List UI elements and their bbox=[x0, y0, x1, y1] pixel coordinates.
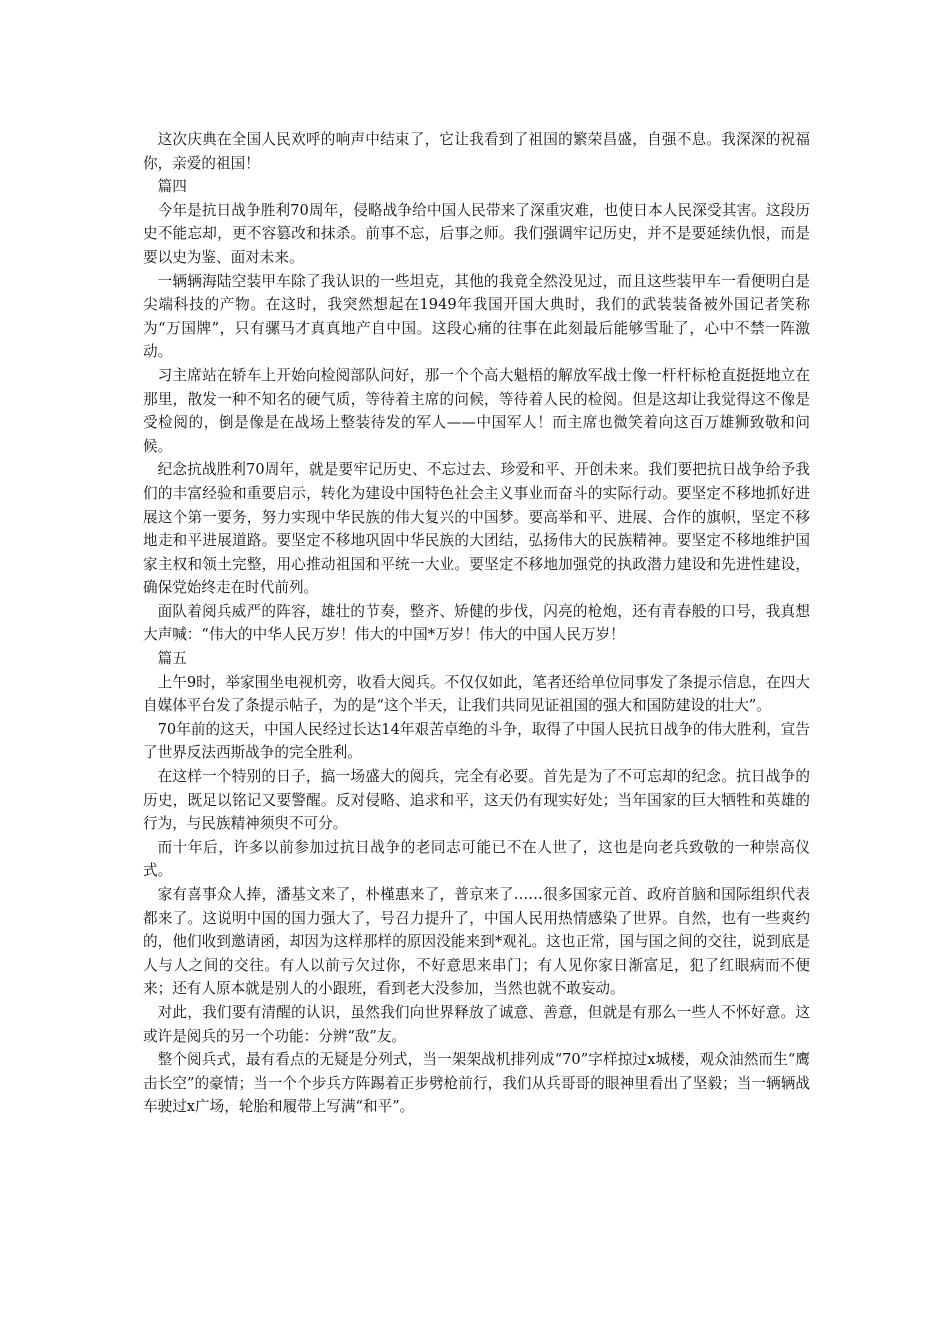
section-heading: 篇四 bbox=[157, 178, 187, 196]
paragraph: 而十年后，许多以前参加过抗日战争的老同志可能已不在人世了，这也是向老兵致敬的一种崇高仪式。 bbox=[143, 838, 810, 880]
paragraph: 纪念抗战胜利70周年，就是要牢记历史、不忘过去、珍爱和平、开创未来。我们要把抗日战争给予我们的丰富经验和重要启示，转化为建设中国特色社会主义事业而奋斗的实际行动。要坚定不移地抓好进展这个第一要务，努力实现中华民族的伟大复兴的中国梦。要高举和平、进展、合作的旗帜，坚定不移地走和平进展道路。要坚定不移地巩固中华民族的大团结，弘扬伟大的民族精神。要坚定不移地维护国家主权和领土完整，用心推动祖国和平统一大业。要坚定不移地加强党的执政潜力建设和先进性建设，确保党始终走在时代前列。 bbox=[143, 461, 810, 597]
paragraph: 这次庆典在全国人民欢呼的响声中结束了，它让我看到了祖国的繁荣昌盛，自强不息。我深深的祝福你，亲爱的祖国！ bbox=[143, 131, 810, 172]
paragraph: 今年是抗日战争胜利70周年，侵略战争给中国人民带来了深重灾难，也使日本人民深受其害。这段历史不能忘却，更不容篡改和抹杀。前事不忘，后事之师。我们强调牢记历史，并不是要延续仇恨，而是要以史为鉴、面对未来。 bbox=[143, 201, 810, 266]
paragraph: 家有喜事众人捧，潘基文来了，朴槿惠来了，普京来了……很多国家元首、政府首脑和国际组织代表都来了。这说明中国的国力强大了，号召力提升了，中国人民用热情感染了世界。自然，也有一些爽约的，他们收到邀请函，却因为这样那样的原因没能来到*观礼。这也正常，国与国之间的交往，说到底是人与人之间的交往。有人以前亏欠过你，不好意思来串门；有人见你家日渐富足，犯了红眼病而不便来；还有人原本就是别人的小跟班，看到老大没参加，当然也就不敢妄动。 bbox=[143, 886, 810, 998]
paragraph: 70年前的这天，中国人民经过长达14年艰苦卓绝的斗争，取得了中国人民抗日战争的伟大胜利，宣告了世界反法西斯战争的完全胜利。 bbox=[143, 720, 810, 762]
paragraph: 上午9时，举家围坐电视机旁，收看大阅兵。不仅仅如此，笔者还给单位同事发了条提示信息，在四大自媒体平台发了条提示帖子，为的是“这个半天，让我们共同见证祖国的强大和国防建设的壮大”。 bbox=[143, 673, 810, 715]
document-page bbox=[143, 128, 810, 1119]
section-heading: 篇五 bbox=[157, 650, 187, 668]
paragraph: 整个阅兵式，最有看点的无疑是分列式，当一架架战机排列成“70”字样掠过x城楼，观众油然而生“鹰击长空”的豪情；当一个个步兵方阵踢着正步劈枪前行，我们从兵哥哥的眼神里看出了坚毅；当一辆辆战车驶过x广场，轮胎和履带上写满“和平”。 bbox=[143, 1051, 810, 1116]
paragraph: 对此，我们要有清醒的认识，虽然我们向世界释放了诚意、善意，但就是有那么一些人不怀好意。这或许是阅兵的另一个功能：分辨“敌”友。 bbox=[143, 1003, 810, 1045]
paragraph: 一辆辆海陆空装甲车除了我认识的一些坦克，其他的我竟全然没见过，而且这些装甲车一看便明白是尖端科技的产物。在这时，我突然想起在1949年我国开国大典时，我们的武装装备被外国记者笑称为“万国牌”，只有骡马才真真地产自中国。这段心痛的往事在此刻最后能够雪耻了，心中不禁一阵激动。 bbox=[143, 272, 810, 361]
paragraph: 习主席站在轿车上开始向检阅部队问好，那一个个高大魁梧的解放军战士像一杆杆标枪直挺挺地立在那里，散发一种不知名的硬气质，等待着主席的问候，等待着人民的检阅。但是这却让我觉得这不像是受检阅的，倒是像是在战场上整装待发的军人——中国军人！而主席也微笑着向这百万雄狮致敬和问候。 bbox=[143, 366, 810, 455]
paragraph: 在这样一个特别的日子，搞一场盛大的阅兵，完全有必要。首先是为了不可忘却的纪念。抗日战争的历史，既足以铭记又要警醒。反对侵略、追求和平，这天仍有现实好处；当年国家的巨大牺牲和英雄的行为，与民族精神须臾不可分。 bbox=[143, 768, 810, 833]
paragraph: 面队着阅兵威严的阵容，雄壮的节奏，整齐、矫健的步伐，闪亮的枪炮，还有青春般的口号，我真想大声喊：“伟大的中华人民万岁！伟大的中国*万岁！伟大的中国人民万岁！ bbox=[143, 602, 810, 644]
